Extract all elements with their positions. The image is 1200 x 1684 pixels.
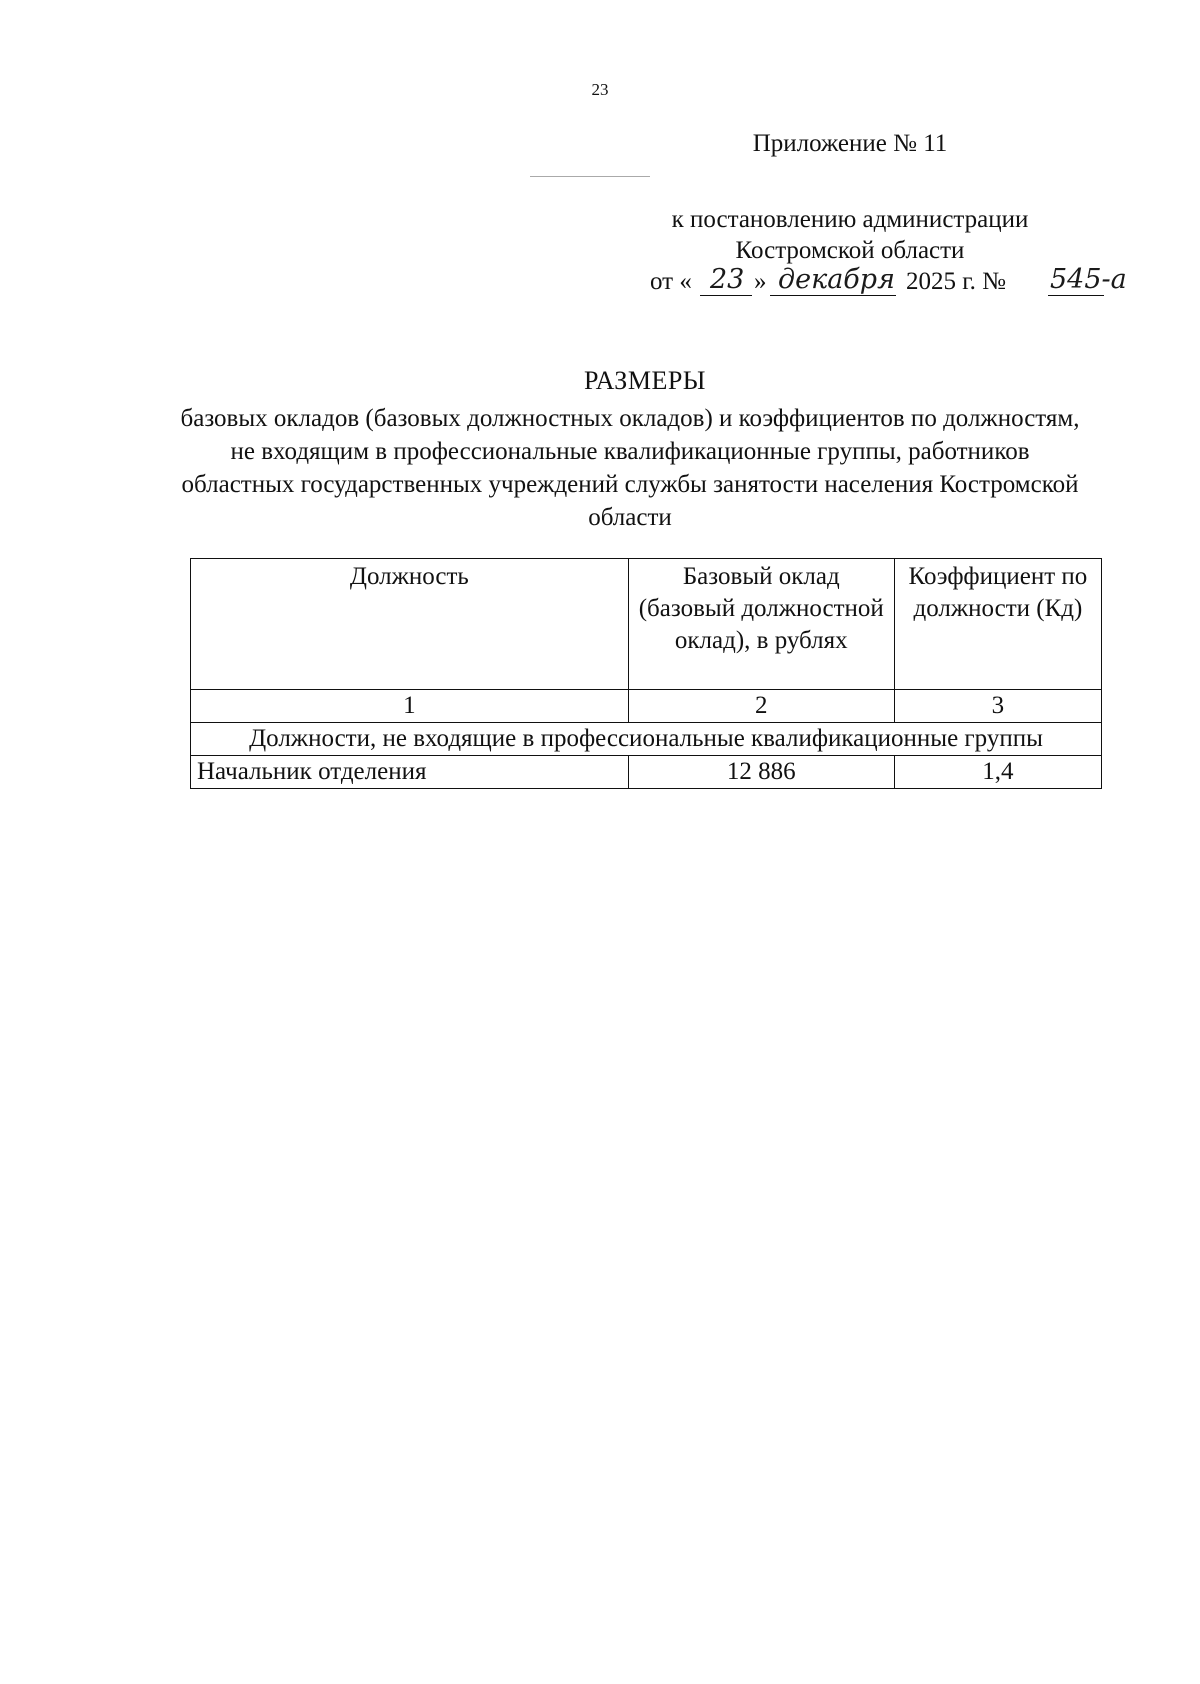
row-position: Начальник отделения xyxy=(191,756,629,789)
column-number-2: 2 xyxy=(628,690,894,723)
year-text: 2025 г. № xyxy=(906,268,1007,295)
document-title: РАЗМЕРЫ xyxy=(584,366,706,395)
day-underline xyxy=(700,295,752,296)
header-base-salary: Базовый оклад (базовый должностной оклад), в рублях xyxy=(628,559,894,690)
decree-reference xyxy=(620,204,1080,266)
handwritten-number: 545-а xyxy=(1050,264,1127,295)
group-row xyxy=(191,723,1102,756)
header-position: Должность xyxy=(191,559,629,690)
row-coefficient: 1,4 xyxy=(894,756,1101,789)
decree-reference-line1: к постановлению администрации xyxy=(671,206,1029,233)
handwritten-day: 23 xyxy=(710,264,745,295)
appendix-label: Приложение № 11 xyxy=(752,130,948,157)
decree-reference-line2: Костромской области xyxy=(735,237,965,264)
quote-close: » xyxy=(754,268,767,295)
column-number-row xyxy=(191,690,1102,723)
handwritten-month: декабря xyxy=(778,264,895,295)
header-coefficient: Коэффициент по должности (Кд) xyxy=(894,559,1101,690)
table-row xyxy=(191,756,1102,789)
salary-rates-table xyxy=(190,558,1102,789)
number-underline xyxy=(1048,295,1104,296)
document-subtitle: базовых окладов (базовых должностных окладов) и коэффициентов по должностям, не входящим в профессиональные квалификационные группы, работников областных государственных учреждений службы занятости населения Костромской области xyxy=(180,405,1080,531)
column-number-3: 3 xyxy=(894,690,1101,723)
scan-artifact-line xyxy=(530,176,650,177)
page-number: 23 xyxy=(591,80,609,99)
date-prefix: от « xyxy=(650,268,692,295)
group-label: Должности, не входящие в профессиональные квалификационные группы xyxy=(191,723,1102,756)
row-base-salary: 12 886 xyxy=(628,756,894,789)
month-underline xyxy=(770,295,896,296)
column-number-1: 1 xyxy=(191,690,629,723)
decree-date-line xyxy=(630,264,1150,304)
table-header-row xyxy=(191,559,1102,690)
